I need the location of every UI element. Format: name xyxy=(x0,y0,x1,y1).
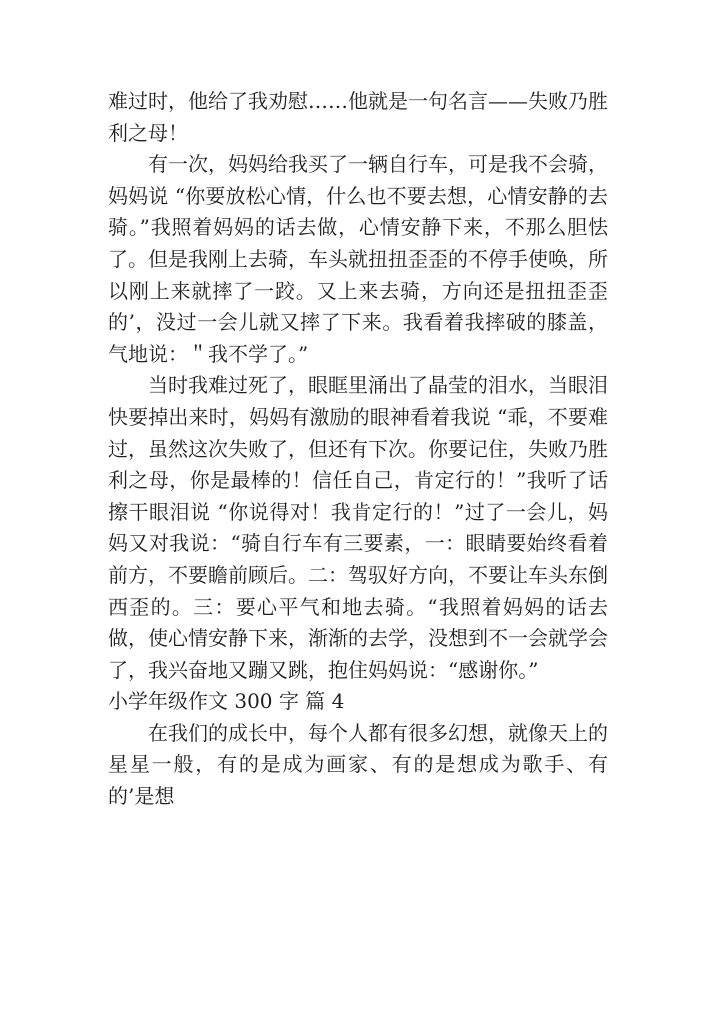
section-heading: 小学年级作文 300 字 篇 4 xyxy=(108,689,345,714)
paragraph-dreams: 在我们的成长中，每个人都有很多幻想，就像天上的星星一般，有的是成为画家、有的是想成为歌手、有的’是想 xyxy=(108,720,608,809)
paragraph-continuation: 难过时，他给了我劝慰……他就是一句名言——失败乃胜利之母！ xyxy=(108,89,608,145)
paragraph-encouragement: 当时我难过死了，眼眶里涌出了晶莹的泪水，当眼泪快要掉出来时，妈妈有激励的眼神看着我说 “乖，不要难过，虽然这次失败了，但还有下次。你要记住，失败乃胜利之母，你是最棒的！信任自己，肯定行的！”我听了话擦干眼泪说 “你说得对！我肯定行的！”过了一会儿，妈妈又对我说：“骑自行车有三要素，一：眼睛要始终看着前方，不要瞻前顾后。二：驾驭好方向，不要让车头东倒西歪的。三：要心平气和地去骑。“我照着妈妈的话去做，使心情安静下来，渐渐的去学，没想到不一会就学会了，我兴奋地又蹦又跳，抱住妈妈说：“感谢你。” xyxy=(108,373,608,682)
document-body xyxy=(108,86,608,813)
paragraph-bicycle-story: 有一次，妈妈给我买了一辆自行车，可是我不会骑，妈妈说 “你要放松心情，什么也不要去想，心情安静的去骑。”我照着妈妈的话去做，心情安静下来，不那么胆怯 了。但是我刚上去骑，车头就扭扭歪歪的不停手使唤，所以刚上来就摔了一跤。又上来去骑，方向还是扭扭歪歪的’，没过一会儿就又摔了下来。我看着我摔破的膝盖，气地说：＂我不学了。” xyxy=(108,152,608,366)
